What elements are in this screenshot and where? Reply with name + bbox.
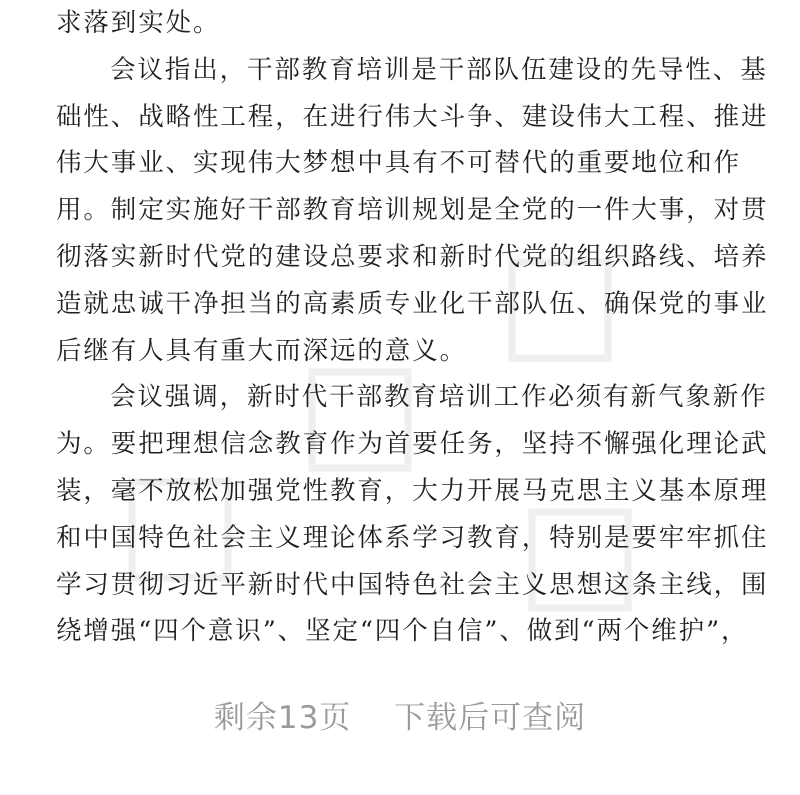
text-line: 会议指出，干部教育培训是干部队伍建设的先导性、基 bbox=[110, 54, 768, 85]
text-line: 础性、战略性工程，在进行伟大斗争、建设伟大工程、推进 bbox=[56, 101, 769, 132]
text-line: 伟大事业、实现伟大梦想中具有不可替代的重要地位和作 bbox=[56, 148, 742, 179]
text-line: 绕增强“四个意识”、坚定“四个自信”、做到“两个维护”， bbox=[56, 616, 749, 647]
text-line: 为。要把理想信念教育作为首要任务，坚持不懈强化理论武 bbox=[56, 429, 769, 460]
text-line: 会议强调，新时代干部教育培训工作必须有新气象新作 bbox=[110, 382, 768, 413]
text-line: 彻落实新时代党的建设总要求和新时代党的组织路线、培养 bbox=[56, 241, 769, 272]
text-line: 后继有人具有重大而深远的意义。 bbox=[56, 335, 468, 366]
remaining-pages-label: 剩余13页 bbox=[213, 700, 352, 736]
text-line: 学习贯彻习近平新时代中国特色社会主义思想这条主线，围 bbox=[56, 569, 769, 600]
download-to-view-label[interactable]: 下载后可查阅 bbox=[394, 700, 587, 736]
text-line: 求落到实处。 bbox=[56, 8, 221, 38]
text-line: 用。制定实施好干部教育培训规划是全党的一件大事，对贯 bbox=[56, 195, 769, 226]
text-line: 装，毫不放松加强党性教育，大力开展马克思主义基本原理 bbox=[56, 475, 769, 506]
document-body bbox=[56, 0, 769, 655]
download-prompt[interactable] bbox=[0, 692, 800, 737]
text-line: 和中国特色社会主义理论体系学习教育，特别是要牢牢抓住 bbox=[56, 522, 769, 553]
text-line: 造就忠诚干净担当的高素质专业化干部队伍、确保党的事业 bbox=[56, 288, 769, 319]
